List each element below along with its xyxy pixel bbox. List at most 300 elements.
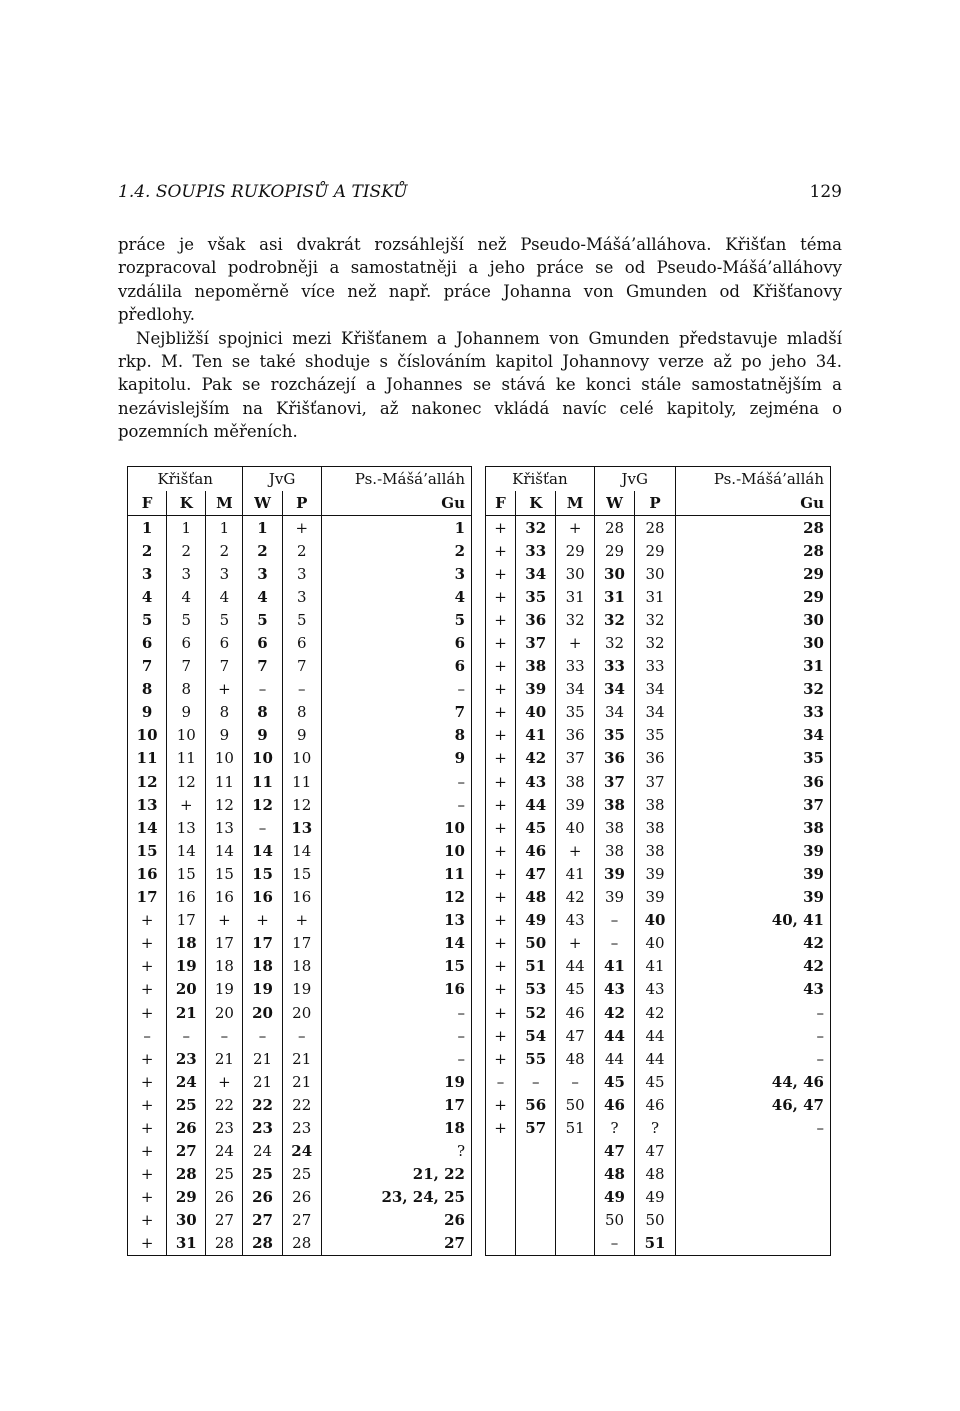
table-cell: 39: [635, 862, 676, 885]
table-cell: +: [556, 516, 594, 540]
table-row: [128, 886, 472, 909]
table-row: [128, 1232, 472, 1256]
table-cell: 47: [515, 862, 556, 885]
table-row: [128, 955, 472, 978]
table-cell: 40: [635, 932, 676, 955]
table-cell: –: [457, 1049, 465, 1068]
table-cell: 49: [594, 1186, 635, 1209]
table-cell: +: [282, 516, 321, 540]
column-header: F: [128, 491, 167, 516]
table-row: [486, 516, 831, 540]
table-cell: 48: [515, 886, 556, 909]
table-cell: 32: [556, 608, 594, 631]
table-row: [486, 1070, 831, 1093]
table-row: [486, 909, 831, 932]
table-cell: [675, 1186, 830, 1209]
table-cell: –: [457, 795, 465, 814]
table-cell: 48: [635, 1163, 676, 1186]
table-cell: ?: [635, 1116, 676, 1139]
table-cell: 19: [282, 978, 321, 1001]
table-cell: +: [128, 932, 167, 955]
table-cell: [515, 1140, 556, 1163]
table-cell: 13: [128, 793, 167, 816]
table-row: [486, 562, 831, 585]
table-row: [486, 816, 831, 839]
table-cell: +: [128, 1047, 167, 1070]
table-cell: 34: [635, 678, 676, 701]
table-cell: 28: [594, 516, 635, 540]
table-cell: 38: [594, 839, 635, 862]
table-cell: 11: [282, 770, 321, 793]
table-row: [486, 1001, 831, 1024]
table-row: [486, 608, 831, 631]
table-cell: +: [128, 1140, 167, 1163]
table-cell: 19: [206, 978, 243, 1001]
table-row: [128, 1047, 472, 1070]
table-cell: 10: [206, 747, 243, 770]
table-cell: 36: [594, 747, 635, 770]
table-cell: 4: [454, 587, 465, 606]
table-cell: 43: [635, 978, 676, 1001]
table-cell: 13: [282, 816, 321, 839]
table-cell: 9: [128, 701, 167, 724]
table-cell: 29: [635, 539, 676, 562]
table-row: [128, 539, 472, 562]
table-cell: 44: [635, 1047, 676, 1070]
page-number: 129: [809, 182, 842, 202]
table-cell: 5: [454, 610, 465, 629]
table-cell: [675, 1209, 830, 1232]
table-cell: 39: [594, 862, 635, 885]
table-row: [128, 770, 472, 793]
table-cell: 22: [282, 1093, 321, 1116]
column-header: K: [515, 491, 556, 516]
table-cell: +: [486, 955, 516, 978]
table-row: [128, 932, 472, 955]
table-cell: 29: [556, 539, 594, 562]
table-cell: 8: [454, 726, 465, 745]
table-row: [128, 655, 472, 678]
table-cell: 28: [206, 1232, 243, 1256]
table-cell: [675, 1232, 830, 1256]
table-row: [128, 839, 472, 862]
table-cell: 38: [635, 793, 676, 816]
paragraph-2: Nejbližší spojnici mezi Křišťanem a Johannem von Gmunden představuje mladší rkp. M. Ten se také shoduje s číslováním kapitol Johannovy verze až po jeho 34. kapitolu. Pak se rozcházejí a Johannes se stává ke konci stále samostatnějším a nezávislejším na Křišťanovi, až nakonec vkládá navíc celé kapitoly, zejména o pozemních měřeních.: [118, 328, 842, 442]
table-row: [128, 1163, 472, 1186]
table-cell: 29: [803, 564, 824, 583]
table-cell: +: [486, 724, 516, 747]
table-row: [128, 1024, 472, 1047]
table-cell: 23: [282, 1116, 321, 1139]
table-cell: 35: [556, 701, 594, 724]
table-cell: +: [128, 1209, 167, 1232]
table-cell: 3: [243, 562, 282, 585]
table-cell: 6: [243, 631, 282, 654]
table-cell: 35: [803, 749, 824, 768]
table-row: [486, 978, 831, 1001]
table-cell: 34: [803, 726, 824, 745]
table-cell: 34: [594, 678, 635, 701]
table-cell: 21: [206, 1047, 243, 1070]
table-cell: –: [594, 932, 635, 955]
table-cell: 44: [556, 955, 594, 978]
table-cell: 7: [206, 655, 243, 678]
table-cell: +: [486, 585, 516, 608]
table-row: [128, 1209, 472, 1232]
table-cell: 42: [803, 957, 824, 976]
table-cell: –: [457, 772, 465, 791]
table-cell: 3: [282, 562, 321, 585]
table-cell: 25: [282, 1163, 321, 1186]
table-cell: +: [128, 1116, 167, 1139]
table-cell: 39: [635, 886, 676, 909]
table-cell: 32: [635, 631, 676, 654]
table-cell: 35: [515, 585, 556, 608]
table-cell: 37: [515, 631, 556, 654]
table-cell: 3: [167, 562, 206, 585]
table-cell: 18: [444, 1118, 465, 1137]
table-cell: [486, 1163, 516, 1186]
table-cell: [486, 1140, 516, 1163]
table-cell: 23: [167, 1047, 206, 1070]
table-cell: 33: [556, 655, 594, 678]
table-cell: –: [243, 678, 282, 701]
table-cell: 2: [167, 539, 206, 562]
table-cell: 15: [128, 839, 167, 862]
table-cell: 32: [594, 631, 635, 654]
table-cell: 33: [635, 655, 676, 678]
table-cell: 9: [206, 724, 243, 747]
table-cell: 10: [167, 724, 206, 747]
table-row: [128, 816, 472, 839]
table-cell: +: [556, 932, 594, 955]
group-header-jvg: JvG: [594, 467, 675, 492]
table-cell: –: [556, 1070, 594, 1093]
table-cell: 37: [594, 770, 635, 793]
table-cell: 12: [282, 793, 321, 816]
table-cell: 15: [243, 862, 282, 885]
table-cell: 28: [803, 518, 824, 537]
table-cell: 18: [167, 932, 206, 955]
table-cell: 6: [454, 657, 465, 676]
table-cell: 39: [556, 793, 594, 816]
table-cell: 42: [515, 747, 556, 770]
table-cell: 18: [282, 955, 321, 978]
table-cell: 30: [803, 634, 824, 653]
table-cell: +: [486, 631, 516, 654]
table-cell: +: [206, 678, 243, 701]
table-cell: 28: [803, 541, 824, 560]
table-cell: 27: [206, 1209, 243, 1232]
table-cell: 21: [243, 1070, 282, 1093]
table-cell: 8: [282, 701, 321, 724]
table-cell: +: [128, 1093, 167, 1116]
table-cell: 34: [515, 562, 556, 585]
table-cell: +: [128, 1163, 167, 1186]
table-cell: 32: [515, 516, 556, 540]
table-cell: 39: [594, 886, 635, 909]
header-group-row: [486, 467, 831, 492]
table-cell: 50: [515, 932, 556, 955]
table-cell: +: [167, 793, 206, 816]
table-cell: 51: [635, 1232, 676, 1256]
table-cell: –: [243, 816, 282, 839]
table-cell: 30: [803, 610, 824, 629]
table-cell: –: [457, 1026, 465, 1045]
table-cell: 6: [454, 634, 465, 653]
table-cell: 14: [128, 816, 167, 839]
table-cell: +: [486, 1093, 516, 1116]
table-cell: 2: [128, 539, 167, 562]
table-cell: 49: [515, 909, 556, 932]
table-cell: 37: [803, 795, 824, 814]
table-cell: 26: [167, 1116, 206, 1139]
table-cell: 43: [803, 980, 824, 999]
table-cell: 5: [243, 608, 282, 631]
table-cell: 11: [243, 770, 282, 793]
table-cell: 19: [243, 978, 282, 1001]
table-row: [486, 539, 831, 562]
table-cell: 22: [206, 1093, 243, 1116]
table-cell: +: [128, 1001, 167, 1024]
table-cell: 34: [556, 678, 594, 701]
table-cell: 1: [167, 516, 206, 540]
table-row: [128, 516, 472, 540]
table-cell: 28: [635, 516, 676, 540]
table-cell: –: [206, 1024, 243, 1047]
table-cell: 12: [243, 793, 282, 816]
table-cell: +: [282, 909, 321, 932]
table-cell: [515, 1163, 556, 1186]
header-group-row: [128, 467, 472, 492]
table-cell: 39: [803, 841, 824, 860]
table-cell: –: [816, 1118, 824, 1137]
table-cell: 8: [128, 678, 167, 701]
table-row: [486, 724, 831, 747]
table-cell: 32: [635, 608, 676, 631]
table-cell: 5: [206, 608, 243, 631]
table-cell: [515, 1186, 556, 1209]
table-cell: 27: [243, 1209, 282, 1232]
table-cell: 43: [594, 978, 635, 1001]
table-cell: +: [556, 631, 594, 654]
table-cell: 23: [206, 1116, 243, 1139]
table-cell: [556, 1232, 594, 1256]
table-cell: 4: [167, 585, 206, 608]
table-cell: 32: [594, 608, 635, 631]
table-cell: 31: [167, 1232, 206, 1256]
table-cell: +: [486, 678, 516, 701]
table-row: [128, 608, 472, 631]
table-cell: 38: [556, 770, 594, 793]
table-cell: [486, 1232, 516, 1256]
table-cell: 10: [282, 747, 321, 770]
table-cell: 7: [128, 655, 167, 678]
table-cell: 17: [128, 886, 167, 909]
running-header: 1.4. SOUPIS RUKOPISŮ A TISKŮ: [118, 182, 408, 202]
table-cell: 41: [515, 724, 556, 747]
table-cell: 48: [594, 1163, 635, 1186]
table-cell: 35: [635, 724, 676, 747]
table-cell: [486, 1209, 516, 1232]
table-cell: 9: [454, 749, 465, 768]
table-cell: 24: [206, 1140, 243, 1163]
table-cell: 21: [167, 1001, 206, 1024]
table-cell: 29: [803, 587, 824, 606]
table-cell: 13: [206, 816, 243, 839]
table-cell: 41: [594, 955, 635, 978]
table-cell: 20: [282, 1001, 321, 1024]
concordance-table-left: [127, 466, 472, 1256]
table-cell: 46: [594, 1093, 635, 1116]
group-header-ps-mashaallah: Ps.-Mášá’alláh: [354, 470, 465, 488]
table-cell: 15: [444, 957, 465, 976]
table-cell: 21: [243, 1047, 282, 1070]
table-cell: 56: [515, 1093, 556, 1116]
table-row: [486, 770, 831, 793]
table-row: [128, 1140, 472, 1163]
body-text: [118, 233, 842, 444]
table-cell: 26: [206, 1186, 243, 1209]
table-row: [128, 585, 472, 608]
table-cell: +: [128, 955, 167, 978]
table-cell: 30: [594, 562, 635, 585]
table-cell: +: [243, 909, 282, 932]
table-cell: 17: [282, 932, 321, 955]
table-cell: 33: [515, 539, 556, 562]
table-cell: –: [486, 1070, 516, 1093]
table-cell: +: [206, 1070, 243, 1093]
header-column-row: [128, 491, 472, 516]
table-cell: +: [486, 747, 516, 770]
table-cell: 49: [635, 1186, 676, 1209]
table-cell: +: [486, 516, 516, 540]
table-cell: +: [128, 978, 167, 1001]
table-row: [486, 1232, 831, 1256]
table-cell: 8: [167, 678, 206, 701]
table-cell: 12: [167, 770, 206, 793]
table-cell: 27: [282, 1209, 321, 1232]
table-cell: 10: [444, 841, 465, 860]
table-cell: 16: [167, 886, 206, 909]
table-cell: +: [486, 655, 516, 678]
column-header: W: [594, 491, 635, 516]
table-cell: 6: [167, 631, 206, 654]
header-column-row: [486, 491, 831, 516]
table-cell: 4: [243, 585, 282, 608]
group-header-kristan: Křišťan: [128, 467, 243, 492]
table-cell: 44: [515, 793, 556, 816]
table-cell: 9: [243, 724, 282, 747]
table-cell: 47: [594, 1140, 635, 1163]
table-row: [486, 886, 831, 909]
table-row: [486, 839, 831, 862]
column-header: P: [282, 491, 321, 516]
table-row: [486, 631, 831, 654]
table-cell: 16: [444, 980, 465, 999]
group-header-kristan: Křišťan: [486, 467, 595, 492]
table-cell: 40: [556, 816, 594, 839]
table-cell: 12: [128, 770, 167, 793]
table-row: [128, 1070, 472, 1093]
table-cell: +: [486, 862, 516, 885]
column-header: Gu: [321, 491, 471, 516]
table-cell: 37: [635, 770, 676, 793]
table-cell: 34: [594, 701, 635, 724]
table-cell: 5: [282, 608, 321, 631]
table-cell: [515, 1209, 556, 1232]
table-cell: +: [486, 1047, 516, 1070]
table-cell: 43: [515, 770, 556, 793]
table-cell: 3: [454, 564, 465, 583]
table-cell: 1: [128, 516, 167, 540]
column-header: M: [556, 491, 594, 516]
table-cell: 2: [282, 539, 321, 562]
table-row: [486, 585, 831, 608]
table-cell: 46: [635, 1093, 676, 1116]
table-row: [486, 1209, 831, 1232]
table-cell: –: [594, 1232, 635, 1256]
table-cell: 31: [635, 585, 676, 608]
table-cell: 42: [803, 934, 824, 953]
table-cell: 22: [243, 1093, 282, 1116]
table-cell: 33: [803, 703, 824, 722]
table-cell: 12: [444, 888, 465, 907]
table-cell: 40: [635, 909, 676, 932]
table-cell: 17: [206, 932, 243, 955]
table-cell: 7: [243, 655, 282, 678]
table-cell: 39: [803, 864, 824, 883]
table-cell: 7: [282, 655, 321, 678]
table-cell: 55: [515, 1047, 556, 1070]
table-cell: 38: [594, 793, 635, 816]
table-cell: 17: [167, 909, 206, 932]
table-cell: +: [486, 793, 516, 816]
table-cell: 19: [444, 1072, 465, 1091]
table-row: [486, 932, 831, 955]
group-header-jvg: JvG: [243, 467, 321, 492]
table-cell: 7: [167, 655, 206, 678]
table-cell: 9: [167, 701, 206, 724]
table-cell: 21: [282, 1047, 321, 1070]
table-cell: 6: [206, 631, 243, 654]
table-cell: +: [128, 1232, 167, 1256]
table-cell: 10: [444, 818, 465, 837]
table-row: [128, 678, 472, 701]
table-row: [486, 955, 831, 978]
table-cell: 46, 47: [771, 1095, 824, 1114]
table-row: [486, 862, 831, 885]
table-cell: 2: [454, 541, 465, 560]
table-row: [128, 909, 472, 932]
table-cell: 18: [206, 955, 243, 978]
table-cell: 12: [206, 793, 243, 816]
table-cell: 23: [243, 1116, 282, 1139]
table-row: [486, 1024, 831, 1047]
table-cell: +: [486, 770, 516, 793]
table-row: [486, 1140, 831, 1163]
table-cell: –: [282, 1024, 321, 1047]
table-cell: 44, 46: [771, 1072, 824, 1091]
table-cell: +: [486, 1116, 516, 1139]
table-cell: 45: [594, 1070, 635, 1093]
table-cell: –: [816, 1003, 824, 1022]
table-cell: 36: [635, 747, 676, 770]
table-cell: 38: [635, 816, 676, 839]
paragraph-1: práce je však asi dvakrát rozsáhlejší než Pseudo-Mášá’alláhova. Křišťan téma rozpracoval podrobněji a samostatněji a jeho práce se od Pseudo-Mášá’alláhovy vzdálila nepoměrně více než např. práce Johanna von Gmunden od Křišťanovy předlohy.: [118, 235, 842, 325]
table-cell: 2: [206, 539, 243, 562]
table-cell: 44: [594, 1047, 635, 1070]
